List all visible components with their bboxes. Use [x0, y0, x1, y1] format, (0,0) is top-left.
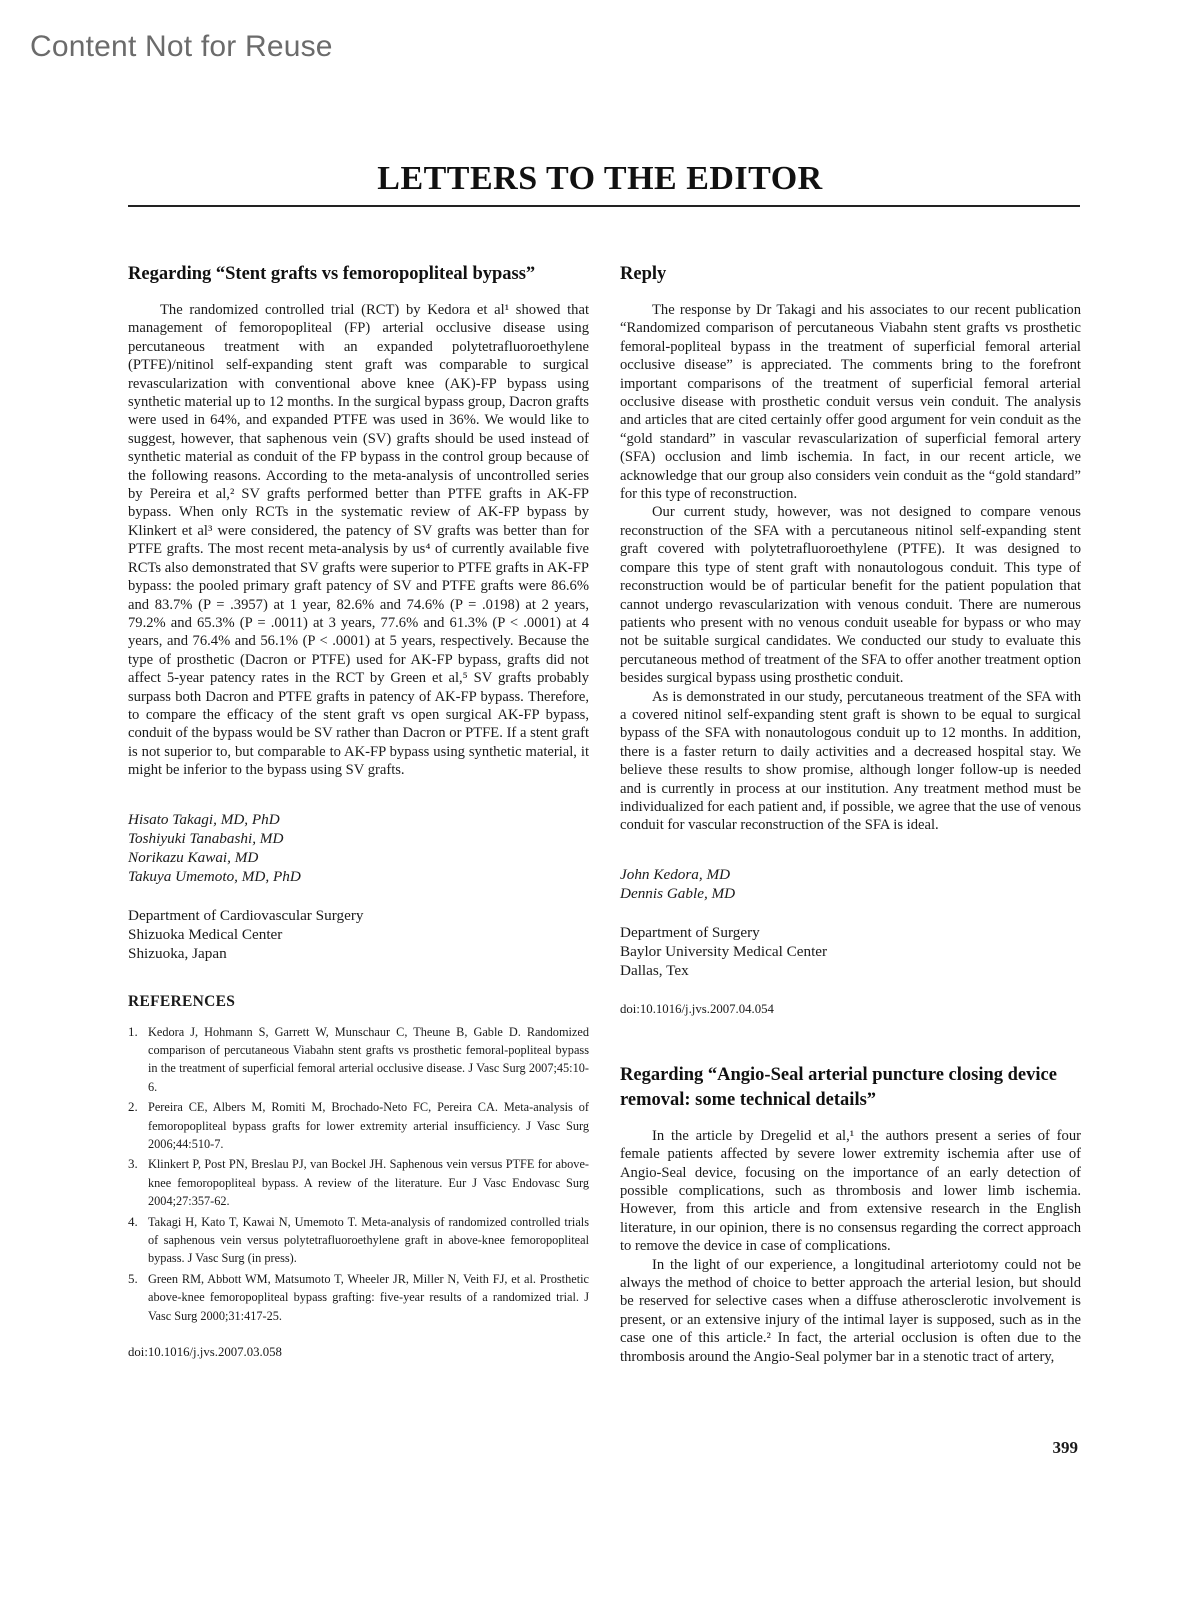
affiliation-line: Department of Cardiovascular Surgery — [128, 906, 364, 924]
reply-authors — [620, 865, 1081, 903]
reply-paragraph: Our current study, however, was not designed to compare venous reconstruction of the SFA with a percutaneous nitinol self-expanding stent graft covered with polytetrafluoroethylene (PTFE). It was designed to compare this type of stent graft with nonautologous conduit. This type of reconstruction would be of particular benefit for the patient population that cannot undergo revascularization with venous conduit. There are numerous patients who present with no venous conduit useable for bypass or who may not be suitable surgical candidates. We conducted our study to evaluate this percutaneous method of treatment of the SFA to offer another treatment option besides surgical bypass using prosthetic conduit. — [620, 504, 1081, 687]
right-column — [620, 262, 1081, 1366]
letter1-body: The randomized controlled trial (RCT) by Kedora et al¹ showed that management of femoropopliteal (FP) arterial occlusive disease using percutaneous treatment with an expanded polytetrafluoroethylene (PTFE)/nitinol self-expanding stent graft was comparable to surgical revascularization with conventional above knee (AK)-FP bypass using synthetic material up to 12 months. In the surgical bypass group, Dacron grafts were used in 64%, and expanded PTFE was used in 36%. We would like to suggest, however, that saphenous vein (SV) grafts should be used instead of synthetic material as conduit of the FP bypass in the control group because of the following reasons. According to the meta-analysis of uncontrolled series by Pereira et al,² SV grafts performed better than PTFE grafts in AK-FP bypass. When only RCTs in the systematic review of AK-FP bypass by Klinkert et al³ were considered, the patency of SV grafts was better than for PTFE grafts. The most recent meta-analysis by us⁴ of currently available five RCTs also demonstrated that SV grafts were superior to PTFE grafts in AK-FP bypass: the pooled primary graft patency of SV and PTFE grafts were 86.6% and 83.7% (P = .3957) at 1 year, 82.6% and 74.6% (P = .0198) at 2 years, 79.2% and 65.3% (P = .0011) at 3 years, 77.6% and 61.3% (P < .0001) at 4 years, and 76.4% and 56.1% (P < .0001) at 5 years, respectively. Because the type of prosthetic (Dacron or PTFE) used for AK-FP bypass, grafts did not affect 5-year patency rates in the RCT by Green et al,⁵ SV grafts probably surpass both Dacron and PTFE grafts in patency of AK-FP bypass. Therefore, to compare the efficacy of the stent graft vs open surgical AK-FP bypass, conduit of the bypass would be SV rather than Dacron or PTFE. If a stent graft is not superior to, but comparable to AK-FP bypass using synthetic material, it might be inferior to the bypass using SV grafts. — [128, 302, 589, 779]
reply-paragraph: As is demonstrated in our study, percutaneous treatment of the SFA with a covered nitinol self-expanding stent graft is shown to be equal to surgical bypass of the SFA with nonautologous conduit up to 12 months. In addition, there is a faster return to daily activities and a decreased hospital stay. We believe these results to show promise, although longer follow-up is needed and is currently in process at our institution. Any treatment method must be individualized for each patient and, if possible, we agree that the use of venous conduit for vascular reconstruction of the SFA is ideal. — [620, 688, 1081, 834]
letter2-paragraph: In the light of our experience, a longitudinal arteriotomy could not be always the method of choice to better approach the arterial lesion, but should be reserved for selective cases when a diffuse atherosclerotic involvement is present, or an extensive injury of the intimal layer is supposed, such as in the case one of this article.² In fact, the arterial occlusion is often due to the thrombosis around the Angio-Seal polymer bar in a stenotic tract of artery, — [620, 1256, 1081, 1365]
reply-affiliation — [620, 923, 1081, 980]
letter2-title: Regarding “Angio-Seal arterial puncture closing device removal: some technical details” — [620, 1064, 1057, 1110]
letter1-affiliation — [128, 906, 589, 963]
reference-text: Pereira CE, Albers M, Romiti M, Brochado-Neto FC, Pereira CA. Meta-analysis of femoropopliteal bypass grafts for lower extremity arterial insufficiency. J Vasc Surg 2006;44:510-7. — [148, 1100, 589, 1151]
section-title: LETTERS TO THE EDITOR — [377, 160, 823, 197]
letter2 — [620, 1063, 1081, 1366]
page-number: 399 — [1052, 1438, 1078, 1457]
left-column — [128, 262, 589, 1360]
reply-paragraph: The response by Dr Takagi and his associates to our recent publication “Randomized comparison of percutaneous Viabahn stent grafts vs prosthetic femoral-popliteal bypass in the treatment of superficial femoral arterial occlusive disease” is appreciated. The comments bring to the forefront important comparisons of the treatment of superficial femoral arterial occlusive disease with prosthetic conduit versus vein conduit. The analysis and articles that are cited certainly offer good argument for vein conduit as the “gold standard” in vascular revascularization of superficial femoral artery (SFA) occlusion and limb ischemia. In fact, in our recent article, we acknowledge that our group also considers vein conduit as the “gold standard” for this type of reconstruction. — [620, 302, 1081, 503]
reference-number: 4. — [128, 1213, 138, 1229]
affiliation-line: Shizuoka Medical Center — [128, 925, 283, 943]
reply-doi: doi:10.1016/j.jvs.2007.04.054 — [620, 1001, 774, 1016]
affiliation-line: Department of Surgery — [620, 923, 760, 941]
reference-text: Kedora J, Hohmann S, Garrett W, Munschaur C, Theune B, Gable D. Randomized comparison of percutaneous Viabahn stent grafts vs prosthetic femoral-popliteal bypass in the treatment of superficial femoral arterial occlusive disease. J Vasc Surg 2007;45:10-6. — [148, 1024, 589, 1094]
reference-item — [128, 1098, 589, 1153]
author: Toshiyuki Tanabashi, MD — [128, 829, 284, 847]
watermark: Content Not for Reuse — [30, 30, 333, 63]
author: Takuya Umemoto, MD, PhD — [128, 867, 301, 885]
reference-item — [128, 1213, 589, 1268]
reference-text: Green RM, Abbott WM, Matsumoto T, Wheeler JR, Miller N, Veith FJ, et al. Prosthetic above-knee femoropopliteal bypass grafting: five-year results of a randomized trial. J Vasc Surg 2000;31:417-25. — [148, 1271, 589, 1323]
reference-item — [128, 1155, 589, 1210]
title-rule — [128, 205, 1080, 207]
affiliation-line: Baylor University Medical Center — [620, 942, 828, 960]
reference-item — [128, 1023, 589, 1097]
reply-title: Reply — [620, 264, 667, 284]
reference-number: 2. — [128, 1099, 138, 1115]
author: Hisato Takagi, MD, PhD — [128, 810, 280, 828]
reference-number: 5. — [128, 1270, 138, 1286]
reference-text: Takagi H, Kato T, Kawai N, Umemoto T. Meta-analysis of randomized controlled trials of saphenous vein versus polytetrafluoroethylene graft in above-knee femoropopliteal bypass. J Vasc Surg (in press). — [148, 1214, 589, 1266]
reference-text: Klinkert P, Post PN, Breslau PJ, van Bockel JH. Saphenous vein versus PTFE for above-knee femoropopliteal bypass. A review of the literature. Eur J Vasc Endovasc Surg 2004;27:357-62. — [148, 1157, 589, 1209]
references-list — [128, 1023, 589, 1326]
author: Norikazu Kawai, MD — [128, 848, 259, 866]
letter1-authors — [128, 810, 589, 886]
affiliation-line: Shizuoka, Japan — [128, 944, 227, 962]
letter1-doi: doi:10.1016/j.jvs.2007.03.058 — [128, 1345, 282, 1360]
letter2-paragraph: In the article by Dregelid et al,¹ the authors present a series of four female patients affected by severe lower extremity ischemia after use of Angio-Seal device, focusing on the importance of an early detection of possible complications, such as thrombosis and lower limb ischemia. However, from this article and from extensive research in the English literature, in our opinion, there is no consensus regarding the correct approach to remove the device in case of complications. — [620, 1127, 1081, 1255]
author: Dennis Gable, MD — [620, 884, 736, 902]
letter1-title: Regarding “Stent grafts vs femoropopliteal bypass” — [128, 264, 536, 284]
reference-item — [128, 1270, 589, 1325]
affiliation-line: Dallas, Tex — [620, 961, 689, 979]
references-heading: REFERENCES — [128, 992, 236, 1010]
reference-number: 3. — [128, 1156, 138, 1172]
author: John Kedora, MD — [620, 865, 731, 883]
reference-number: 1. — [128, 1023, 138, 1039]
